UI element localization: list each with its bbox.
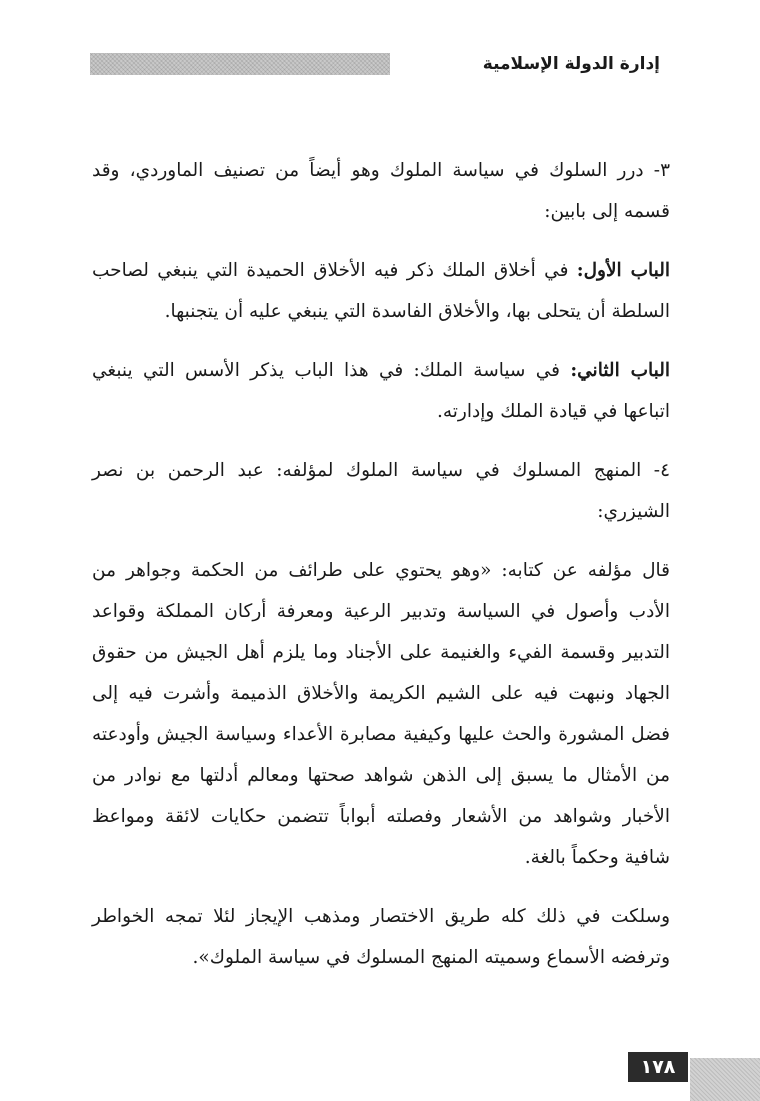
paragraph-item-3 xyxy=(92,150,670,232)
header-decorative-band xyxy=(90,53,390,75)
paragraph-text: ٤- المنهج المسلوك في سياسة الملوك لمؤلفه: عبد الرحمن بن نصر الشيزري: xyxy=(92,460,670,522)
paragraph-text: قال مؤلفه عن كتابه: «وهو يحتوي على طرائف من الحكمة وجواهر من الأدب وأصول في السياسة وتدبير الرعية ومعرفة أركان المملكة وقواعد التدبير وقسمة الفيء والغنيمة على الأجناد وما يلزم أهل الجيش من حقوق الجهاد ونبهت فيه على الشيم الكريمة والأخلاق الذميمة وأشرت فيه إلى فضل المشورة والحث عليها وكيفية مصابرة الأعداء وسياسة الجيش وأودعته من الأمثال ما يسبق إلى الذهن شواهد صحتها ومعالم أدلتها مع نوادر من الأخبار وشواهد من الأشعار وفصلته أبواباً تتضمن حكايات لائقة ومواعظ شافية وحكماً بالغة. xyxy=(92,560,670,868)
paragraph-quote-end xyxy=(92,896,670,978)
page-body xyxy=(92,150,670,990)
running-header xyxy=(90,50,660,78)
chapter-one-heading: الباب الأول: xyxy=(576,260,670,281)
paragraph-chapter-two xyxy=(92,350,670,432)
book-title: إدارة الدولة الإسلامية xyxy=(482,54,660,74)
page-number: ١٧٨ xyxy=(628,1052,688,1082)
footer-decorative-band xyxy=(690,1058,760,1101)
paragraph-item-4 xyxy=(92,450,670,532)
chapter-two-heading: الباب الثاني: xyxy=(570,360,670,381)
paragraph-quote xyxy=(92,550,670,878)
paragraph-text: ٣- درر السلوك في سياسة الملوك وهو أيضاً من تصنيف الماوردي، وقد قسمه إلى بابين: xyxy=(92,160,670,222)
paragraph-chapter-one xyxy=(92,250,670,332)
paragraph-text: في أخلاق الملك ذكر فيه الأخلاق الحميدة التي ينبغي لصاحب السلطة أن يتحلى بها، والأخلاق الفاسدة التي ينبغي عليه أن يتجنبها. xyxy=(92,260,670,322)
paragraph-text: وسلكت في ذلك كله طريق الاختصار ومذهب الإيجاز لئلا تمجه الخواطر وترفضه الأسماع وسميته المنهج المسلوك في سياسة الملوك». xyxy=(92,906,670,968)
paragraph-text: في سياسة الملك: في هذا الباب يذكر الأسس التي ينبغي اتباعها في قيادة الملك وإدارته. xyxy=(92,360,670,422)
